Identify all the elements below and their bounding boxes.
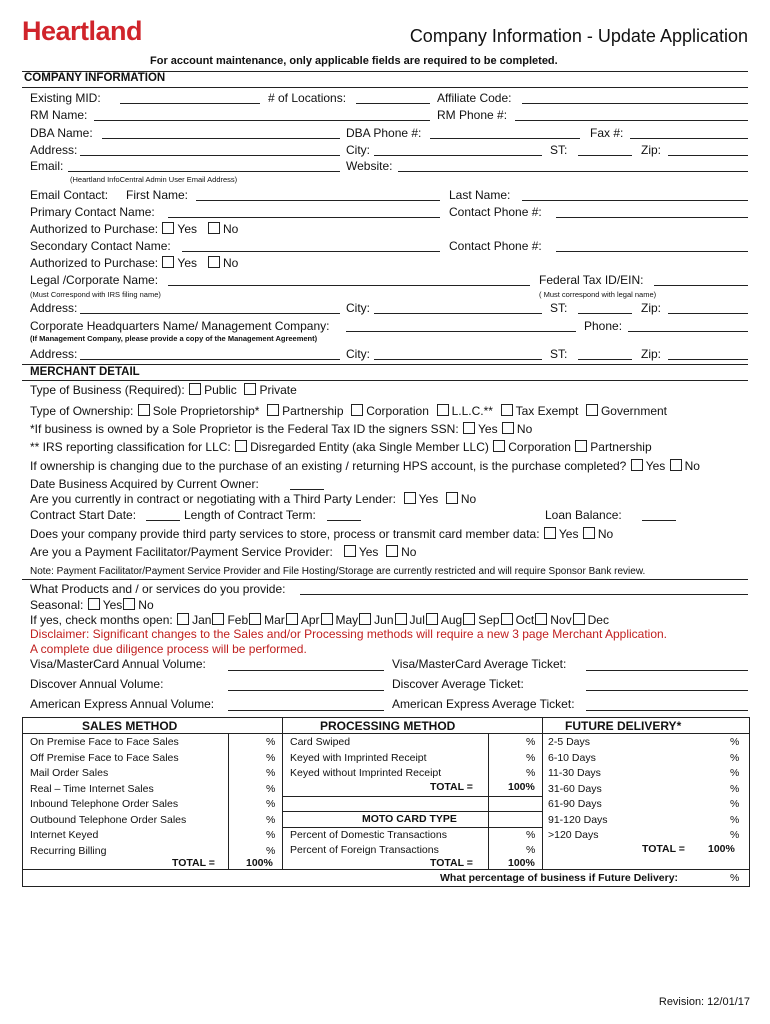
processing-total-label: TOTAL = <box>430 781 473 793</box>
future-total-label: TOTAL = <box>642 843 685 855</box>
month-may-checkbox[interactable] <box>321 613 333 625</box>
label-vmc-volume: Visa/MasterCard Annual Volume: <box>30 657 206 671</box>
label-dba-name: DBA Name: <box>30 126 93 140</box>
label-legal-st: ST: <box>550 301 568 315</box>
future-delivery-pct[interactable]: % <box>730 736 740 748</box>
month-label: Dec <box>587 613 609 627</box>
authorized-row-2 <box>30 256 238 270</box>
label-llc-corporation: Corporation <box>508 440 571 454</box>
month-oct-checkbox[interactable] <box>501 613 513 625</box>
label-loan-balance: Loan Balance: <box>545 508 622 522</box>
payfac-row <box>30 545 416 559</box>
corp-hq-field[interactable] <box>346 331 576 332</box>
sales-method-label: Internet Keyed <box>30 829 99 841</box>
label-first-name: First Name: <box>126 188 189 202</box>
llc-checkbox[interactable] <box>437 404 449 416</box>
fax-field[interactable] <box>630 138 748 139</box>
services-yes-checkbox[interactable] <box>544 527 556 539</box>
label-no: No <box>684 459 700 473</box>
label-tax-exempt: Tax Exempt <box>515 404 579 418</box>
vmc-ticket-field[interactable] <box>586 670 748 671</box>
amex-ticket-field[interactable] <box>586 710 748 711</box>
label-date-acquired: Date Business Acquired by Current Owner: <box>30 477 259 491</box>
label-no: No <box>223 256 239 270</box>
sales-method-pct[interactable]: % <box>266 798 276 810</box>
dba-phone-field[interactable] <box>430 138 580 139</box>
label-zip: Zip: <box>641 143 662 157</box>
disc-volume-field[interactable] <box>228 690 384 691</box>
page-title: Company Information - Update Application <box>409 26 748 46</box>
rm-phone-field[interactable] <box>515 120 748 121</box>
future-delivery-question: What percentage of business if Future Delivery: <box>440 872 679 884</box>
legal-city-field[interactable] <box>374 313 542 314</box>
label-no: No <box>223 222 239 236</box>
contact-phone-field[interactable] <box>556 217 748 218</box>
llc-corporation-checkbox[interactable] <box>493 440 505 452</box>
divider <box>22 579 748 580</box>
authorized-no-checkbox[interactable] <box>208 222 220 234</box>
disclaimer-line-2: A complete due diligence process will be performed. <box>30 642 307 656</box>
first-name-field[interactable] <box>196 200 440 201</box>
sales-method-label: Mail Order Sales <box>30 767 109 779</box>
label-hq-address: Address: <box>30 347 78 361</box>
future-delivery-pct[interactable]: % <box>730 813 740 826</box>
label-vmc-ticket: Visa/MasterCard Average Ticket: <box>392 657 567 671</box>
irs-llc-row <box>30 440 652 454</box>
month-mar-checkbox[interactable] <box>249 613 261 625</box>
fed-note: ( Must correspond with legal name) <box>539 290 657 299</box>
label-no: No <box>597 527 614 541</box>
fed-tax-field[interactable] <box>654 285 748 286</box>
mgmt-note: (If Management Company, please provide a copy of the Management Agreement) <box>30 334 318 343</box>
sales-method-pct[interactable]: % <box>266 829 276 841</box>
llc-partnership-checkbox[interactable] <box>575 440 587 452</box>
label-corp-hq: Corporate Headquarters Name/ Management Company: <box>30 319 330 333</box>
seasonal-no-checkbox[interactable] <box>123 598 135 610</box>
month-label: Jun <box>374 613 394 627</box>
label-government: Government <box>600 404 667 418</box>
month-aug-checkbox[interactable] <box>426 613 438 625</box>
label-rm-phone: RM Phone #: <box>437 108 508 122</box>
processing-method-label: Card Swiped <box>290 736 351 748</box>
label-locations: # of Locations: <box>268 91 347 105</box>
zip-field[interactable] <box>668 155 748 156</box>
processing-total-rule <box>282 796 542 797</box>
label-payfac: Are you a Payment Facilitator/Payment Service Provider: <box>30 545 333 559</box>
table-col-rule <box>542 717 543 869</box>
authorized-row-1 <box>30 222 238 236</box>
sales-method-label: Real – Time Internet Sales <box>30 782 154 795</box>
label-disregarded: Disregarded Entity (aka Single Member LLC) <box>250 440 489 454</box>
ownership-change-row <box>30 459 700 473</box>
month-jan-checkbox[interactable] <box>177 613 189 625</box>
label-products: What Products and / or services do you provide: <box>30 582 286 596</box>
month-label: Feb <box>227 613 249 627</box>
ownership-yes-checkbox[interactable] <box>631 459 643 471</box>
label-no: No <box>138 598 154 612</box>
ssn-no-checkbox[interactable] <box>502 422 514 434</box>
month-label: Oct <box>515 613 535 627</box>
heartland-logo: Heartland <box>22 16 143 46</box>
label-no: No <box>460 492 477 506</box>
month-label: Jan <box>192 613 212 627</box>
sales-total-label: TOTAL = <box>172 857 215 869</box>
seasonal-yes-checkbox[interactable] <box>88 598 100 610</box>
label-private: Private <box>259 383 297 397</box>
label-yes: Yes <box>102 598 123 612</box>
sales-method-pct[interactable]: % <box>266 844 276 857</box>
services-no-checkbox[interactable] <box>583 527 595 539</box>
future-delivery-label: 11-30 Days <box>548 767 601 779</box>
future-delivery-pct[interactable]: % <box>730 782 740 795</box>
website-field[interactable] <box>398 171 748 172</box>
third-party-yes-checkbox[interactable] <box>404 492 416 504</box>
sales-method-label: On Premise Face to Face Sales <box>30 736 179 748</box>
label-legal-address: Address: <box>30 301 78 315</box>
table-bottom-rule <box>22 869 749 870</box>
payfac-note: Note: Payment Facilitator/Payment Service Provider and File Hosting/Storage are currently restricted and will require Sponsor Bank review. <box>30 566 646 577</box>
label-contract-length: Length of Contract Term: <box>184 508 316 522</box>
city-field[interactable] <box>374 155 542 156</box>
loan-balance-field[interactable] <box>642 520 676 521</box>
label-yes: Yes <box>645 459 666 473</box>
label-yes: Yes <box>177 256 197 270</box>
label-type-business: Type of Business (Required): <box>30 383 185 397</box>
moto-type-label: Percent of Domestic Transactions <box>290 829 447 841</box>
processing-total-value: 100% <box>508 781 535 793</box>
moto-total-value: 100% <box>508 857 535 869</box>
month-label: Sep <box>478 613 500 627</box>
month-jul-checkbox[interactable] <box>395 613 407 625</box>
legal-note: (Must Correspond with IRS filing name) <box>30 290 161 299</box>
month-sep-checkbox[interactable] <box>463 613 475 625</box>
label-st: ST: <box>550 143 568 157</box>
sales-method-header: SALES METHOD <box>82 719 178 733</box>
revision-label: Revision: 12/01/17 <box>658 996 750 1008</box>
divider <box>22 364 748 365</box>
amex-volume-field[interactable] <box>228 710 384 711</box>
label-city: City: <box>346 143 370 157</box>
month-dec-checkbox[interactable] <box>573 613 585 625</box>
disc-ticket-field[interactable] <box>586 690 748 691</box>
future-delivery-label: >120 Days <box>548 829 599 841</box>
sales-method-label: Outbound Telephone Order Sales <box>30 813 187 826</box>
divider <box>22 380 748 381</box>
table-col-rule <box>228 733 229 869</box>
third-party-no-checkbox[interactable] <box>446 492 458 504</box>
moto-card-type-header: MOTO CARD TYPE <box>362 813 457 825</box>
label-email-contact: Email Contact: <box>30 188 109 202</box>
contract-length-field[interactable] <box>327 520 361 521</box>
moto-type-pct[interactable]: % <box>526 844 536 856</box>
label-yes: Yes <box>558 527 579 541</box>
affiliate-field[interactable] <box>522 103 748 104</box>
table-col-rule <box>488 733 489 869</box>
future-delivery-pct[interactable]: % <box>730 767 740 779</box>
label-hq-st: ST: <box>550 347 568 361</box>
label-dba-phone: DBA Phone #: <box>346 126 422 140</box>
future-delivery-label: 6-10 Days <box>548 751 596 764</box>
section-merchant-detail: MERCHANT DETAIL <box>30 366 140 378</box>
authorized-no-checkbox-2[interactable] <box>208 256 220 268</box>
legal-zip-field[interactable] <box>668 313 748 314</box>
label-disc-volume: Discover Annual Volume: <box>30 677 164 691</box>
label-address: Address: <box>30 143 78 157</box>
future-total-value: 100% <box>708 843 735 855</box>
processing-method-label: Keyed with Imprinted Receipt <box>290 751 427 764</box>
ssn-yes-checkbox[interactable] <box>463 422 475 434</box>
legal-name-field[interactable] <box>168 285 530 286</box>
month-label: Jul <box>409 613 425 627</box>
email-field[interactable] <box>68 171 340 172</box>
future-delivery-pct[interactable]: % <box>730 798 740 810</box>
public-checkbox[interactable] <box>189 383 201 395</box>
label-legal-zip: Zip: <box>641 301 662 315</box>
divider <box>22 87 748 88</box>
processing-method-pct[interactable]: % <box>526 736 536 748</box>
label-existing-mid: Existing MID: <box>30 91 101 105</box>
last-name-field[interactable] <box>522 200 748 201</box>
tax-exempt-checkbox[interactable] <box>501 404 513 416</box>
page-subtitle: For account maintenance, only applicable fields are required to be completed. <box>150 55 558 67</box>
disclaimer-line-1: Disclaimer: Significant changes to the Sales and/or Processing methods will require a new 3 page Merchant Application. <box>30 627 668 641</box>
processing-method-pct[interactable]: % <box>526 767 536 779</box>
label-email: Email: <box>30 159 64 173</box>
label-irs-note: ** IRS reporting classification for LLC: <box>30 440 231 454</box>
label-authorized: Authorized to Purchase: <box>30 222 159 236</box>
ownership-no-checkbox[interactable] <box>670 459 682 471</box>
payfac-no-checkbox[interactable] <box>386 545 398 557</box>
label-sole-prop: Sole Proprietorship* <box>152 404 260 418</box>
third-party-row <box>30 492 476 506</box>
month-nov-checkbox[interactable] <box>535 613 547 625</box>
type-business-row <box>30 383 297 397</box>
month-feb-checkbox[interactable] <box>212 613 224 625</box>
label-llc: L.L.C.** <box>451 404 493 418</box>
label-yes: Yes <box>177 222 197 236</box>
st-field[interactable] <box>578 155 632 156</box>
sales-method-label: Inbound Telephone Order Sales <box>30 798 179 810</box>
label-fax: Fax #: <box>590 126 624 140</box>
sales-method-pct[interactable]: % <box>266 736 276 748</box>
month-label: Apr <box>300 613 320 627</box>
month-jun-checkbox[interactable] <box>359 613 371 625</box>
sales-total-value: 100% <box>246 857 273 869</box>
months-row <box>30 613 609 627</box>
month-apr-checkbox[interactable] <box>286 613 298 625</box>
payfac-yes-checkbox[interactable] <box>344 545 356 557</box>
label-disc-ticket: Discover Average Ticket: <box>392 677 524 691</box>
label-no: No <box>516 422 533 436</box>
label-partnership: Partnership <box>282 404 344 418</box>
label-contact-phone: Contact Phone #: <box>449 205 542 219</box>
contact-phone-2-field[interactable] <box>556 251 748 252</box>
partnership-checkbox[interactable] <box>267 404 279 416</box>
moto-total-label: TOTAL = <box>430 857 473 869</box>
label-contract-start: Contract Start Date: <box>30 508 137 522</box>
month-label: Mar <box>264 613 285 627</box>
label-authorized: Authorized to Purchase: <box>30 256 159 270</box>
table-header-rule <box>22 733 749 734</box>
sole-prop-checkbox[interactable] <box>138 404 150 416</box>
hq-city-field[interactable] <box>374 359 542 360</box>
future-delivery-pct[interactable]: % <box>730 751 740 764</box>
moto-type-label: Percent of Foreign Transactions <box>290 844 439 856</box>
month-label: Nov <box>550 613 572 627</box>
label-affiliate: Affiliate Code: <box>437 91 512 105</box>
sales-method-label: Off Premise Face to Face Sales <box>30 751 179 764</box>
label-yes: Yes <box>418 492 439 506</box>
sales-method-pct[interactable]: % <box>266 751 276 764</box>
label-amex-ticket: American Express Average Ticket: <box>392 697 575 711</box>
label-public: Public <box>204 383 237 397</box>
authorized-yes-checkbox[interactable] <box>162 222 174 234</box>
label-sole-note: *If business is owned by a Sole Proprietor is the Federal Tax ID the signers SSN: <box>30 422 459 436</box>
vmc-volume-field[interactable] <box>228 670 384 671</box>
processing-method-pct[interactable]: % <box>526 751 536 764</box>
future-delivery-label: 61-90 Days <box>548 798 602 810</box>
label-yes: Yes <box>358 545 379 559</box>
label-amex-volume: American Express Annual Volume: <box>30 697 215 711</box>
label-legal-name: Legal /Corporate Name: <box>30 273 159 287</box>
sales-method-pct[interactable]: % <box>266 782 276 795</box>
locations-field[interactable] <box>356 103 430 104</box>
private-checkbox[interactable] <box>244 383 256 395</box>
label-contact-phone-2: Contact Phone #: <box>449 239 542 253</box>
label-llc-partnership: Partnership <box>590 440 652 454</box>
secondary-contact-field[interactable] <box>182 251 440 252</box>
future-delivery-label: 91-120 Days <box>548 813 608 826</box>
label-hq-city: City: <box>346 347 370 361</box>
moto-header-rule <box>282 811 542 812</box>
date-acquired-field[interactable] <box>290 489 324 490</box>
label-last-name: Last Name: <box>449 188 511 202</box>
hq-st-field[interactable] <box>578 359 632 360</box>
contract-start-field[interactable] <box>146 520 180 521</box>
future-delivery-label: 2-5 Days <box>548 736 591 748</box>
future-delivery-label: 31-60 Days <box>548 782 602 795</box>
label-no: No <box>401 545 417 559</box>
processing-method-header: PROCESSING METHOD <box>320 719 456 733</box>
table-col-rule <box>282 717 283 869</box>
sole-ssn-row <box>30 422 532 436</box>
authorized-yes-checkbox-2[interactable] <box>162 256 174 268</box>
future-question-pct[interactable]: % <box>730 872 740 884</box>
future-delivery-header: FUTURE DELIVERY* <box>565 719 682 733</box>
address-field[interactable] <box>80 155 340 156</box>
label-primary-contact: Primary Contact Name: <box>30 205 155 219</box>
email-note: (Heartland InfoCentral Admin User Email Address) <box>70 175 238 184</box>
legal-st-field[interactable] <box>578 313 632 314</box>
label-website: Website: <box>346 159 393 173</box>
rm-name-field[interactable] <box>94 120 430 121</box>
label-corp-phone: Phone: <box>584 319 623 333</box>
section-company-info: COMPANY INFORMATION <box>24 72 166 84</box>
sales-method-pct[interactable]: % <box>266 767 276 779</box>
corporation-checkbox[interactable] <box>351 404 363 416</box>
month-label: Aug <box>440 613 463 627</box>
seasonal-row <box>30 598 154 612</box>
dba-name-field[interactable] <box>102 138 340 139</box>
government-checkbox[interactable] <box>586 404 598 416</box>
label-months: If yes, check months open: <box>30 613 173 627</box>
label-corporation: Corporation <box>366 404 429 418</box>
label-fed-tax: Federal Tax ID/EIN: <box>539 273 644 287</box>
label-seasonal: Seasonal: <box>30 598 84 612</box>
type-ownership-row <box>30 404 667 418</box>
label-type-ownership: Type of Ownership: <box>30 404 134 418</box>
hq-address-field[interactable] <box>80 359 340 360</box>
processing-method-label: Keyed without Imprinted Receipt <box>290 767 442 779</box>
sales-method-label: Recurring Billing <box>30 844 107 857</box>
legal-address-field[interactable] <box>80 313 340 314</box>
moto-type-pct[interactable]: % <box>526 829 536 841</box>
hq-zip-field[interactable] <box>668 359 748 360</box>
label-hq-zip: Zip: <box>641 347 662 361</box>
primary-contact-field[interactable] <box>168 217 440 218</box>
corp-phone-field[interactable] <box>628 331 748 332</box>
future-delivery-pct[interactable]: % <box>730 829 740 841</box>
third-services-row <box>30 527 613 541</box>
label-third-services: Does your company provide third party services to store, process or transmit card member data: <box>30 527 540 541</box>
label-ownership-change: If ownership is changing due to the purchase of an existing / returning HPS account, is the purchase completed? <box>30 459 627 473</box>
month-label: May <box>335 613 359 627</box>
label-third-party: Are you currently in contract or negotiating with a Third Party Lender: <box>30 492 396 506</box>
sales-method-pct[interactable]: % <box>266 813 276 826</box>
disregarded-checkbox[interactable] <box>235 440 247 452</box>
existing-mid-field[interactable] <box>120 103 260 104</box>
label-secondary-contact: Secondary Contact Name: <box>30 239 171 253</box>
label-yes: Yes <box>478 422 498 436</box>
label-legal-city: City: <box>346 301 370 315</box>
moto-rule <box>282 827 542 828</box>
products-field[interactable] <box>300 594 748 595</box>
label-rm-name: RM Name: <box>30 108 88 122</box>
